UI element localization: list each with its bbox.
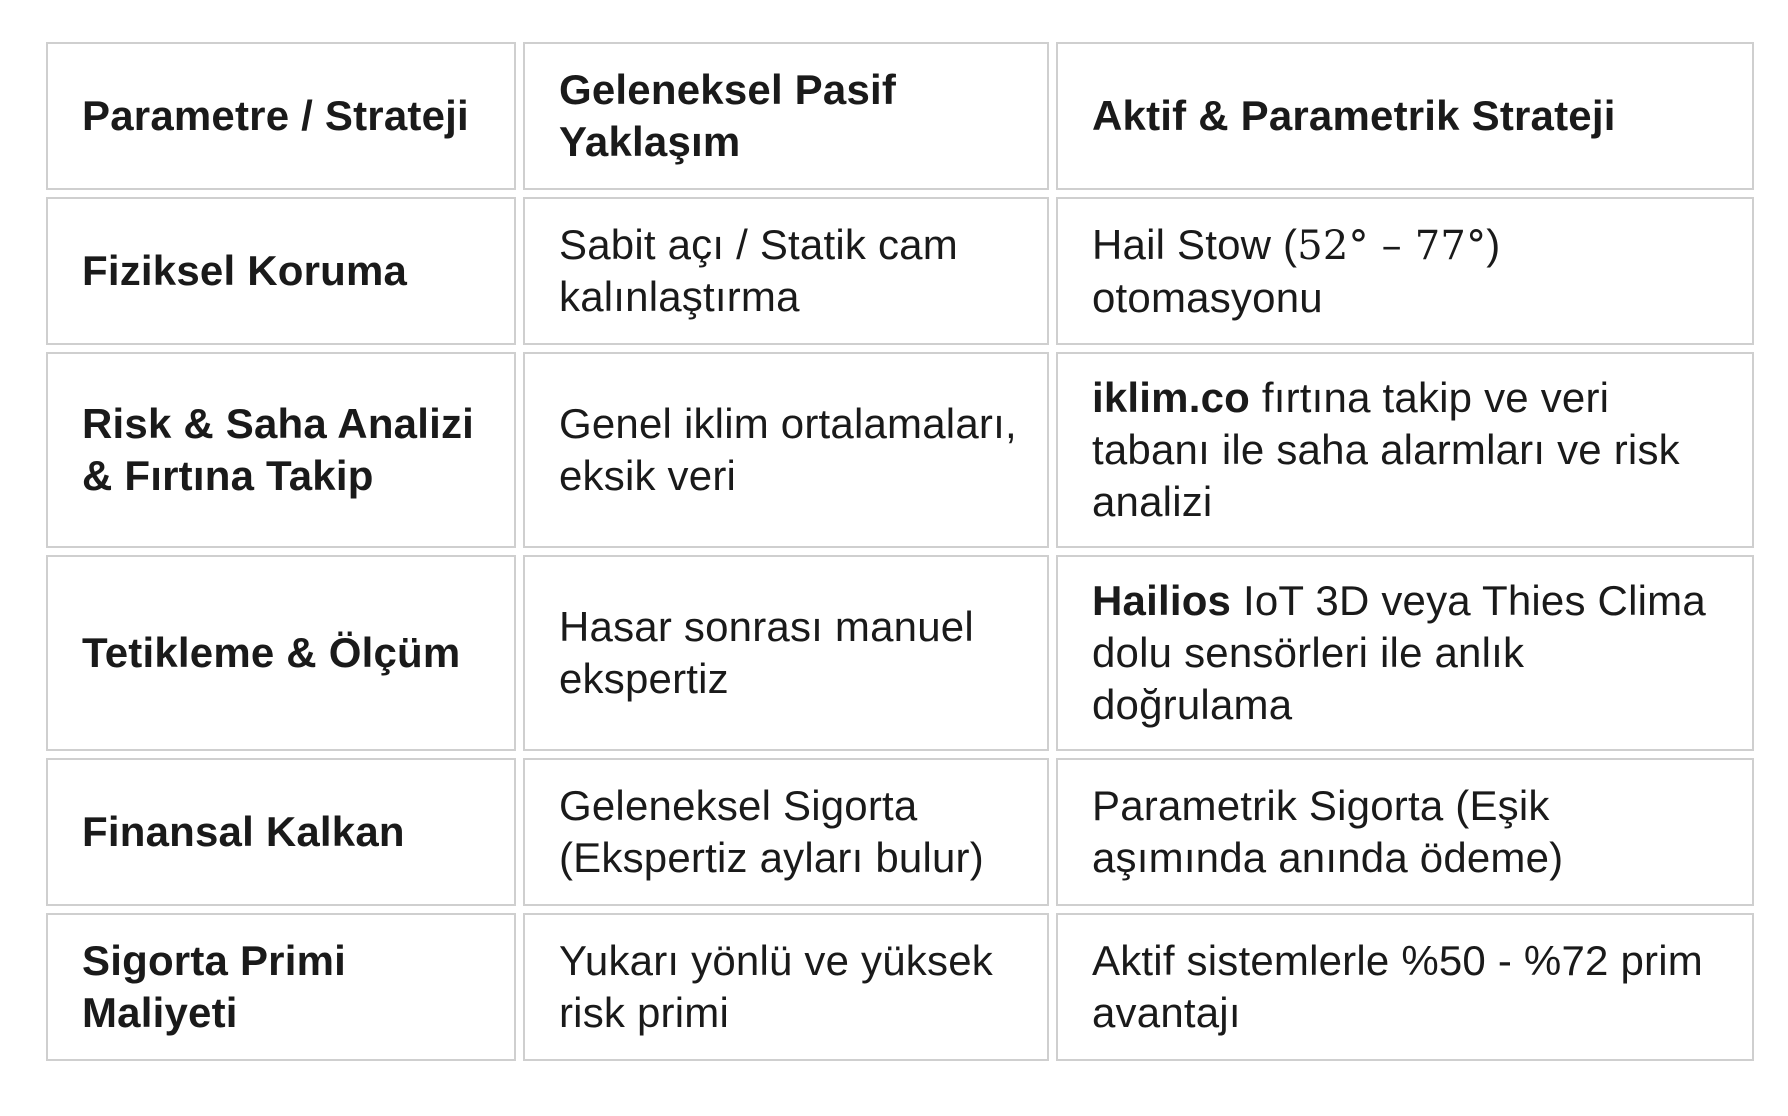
row-traditional: Sabit açı / Statik cam kalınlaştırma <box>523 197 1049 345</box>
table-row <box>46 352 1754 548</box>
comparison-table-container <box>46 42 1754 1061</box>
row-traditional: Yukarı yönlü ve yüksek risk primi <box>523 913 1049 1061</box>
table-row <box>46 913 1754 1061</box>
row-active <box>1056 352 1754 548</box>
row-active <box>1056 197 1754 345</box>
header-parameter: Parametre / Strateji <box>46 42 516 190</box>
header-active: Aktif & Parametrik Strateji <box>1056 42 1754 190</box>
stow-angle-range: 52° – 77° <box>1297 222 1487 269</box>
row-parameter: Finansal Kalkan <box>46 758 516 906</box>
table-header-row <box>46 42 1754 190</box>
table-row <box>46 758 1754 906</box>
row-traditional: Genel iklim ortalamaları, eksik veri <box>523 352 1049 548</box>
row-parameter: Risk & Saha Analizi & Fırtına Takip <box>46 352 516 548</box>
strategy-comparison-table <box>39 35 1761 1068</box>
active-text-prefix: Hail Stow ( <box>1092 220 1298 268</box>
row-active: Parametrik Sigorta (Eşik aşımında anında ödeme) <box>1056 758 1754 906</box>
row-traditional: Hasar sonrası manuel ekspertiz <box>523 555 1049 751</box>
row-parameter: Tetikleme & Ölçüm <box>46 555 516 751</box>
active-text: fırtına takip ve veri tabanı ile saha alarmları ve risk analizi <box>1092 374 1680 525</box>
brand-name: Hailios <box>1092 577 1232 624</box>
row-parameter: Sigorta Primi Maliyeti <box>46 913 516 1061</box>
row-active <box>1056 555 1754 751</box>
active-text-suffix: ) otomasyonu <box>1092 220 1501 321</box>
table-row <box>46 555 1754 751</box>
table-row <box>46 197 1754 345</box>
header-traditional: Geleneksel Pasif Yaklaşım <box>523 42 1049 190</box>
brand-name: iklim.co <box>1092 374 1250 421</box>
row-traditional: Geleneksel Sigorta (Ekspertiz ayları bulur) <box>523 758 1049 906</box>
active-text: IoT 3D veya Thies Clima dolu sensörleri ile anlık doğrulama <box>1092 577 1706 728</box>
row-parameter: Fiziksel Koruma <box>46 197 516 345</box>
row-active: Aktif sistemlerle %50 - %72 prim avantajı <box>1056 913 1754 1061</box>
